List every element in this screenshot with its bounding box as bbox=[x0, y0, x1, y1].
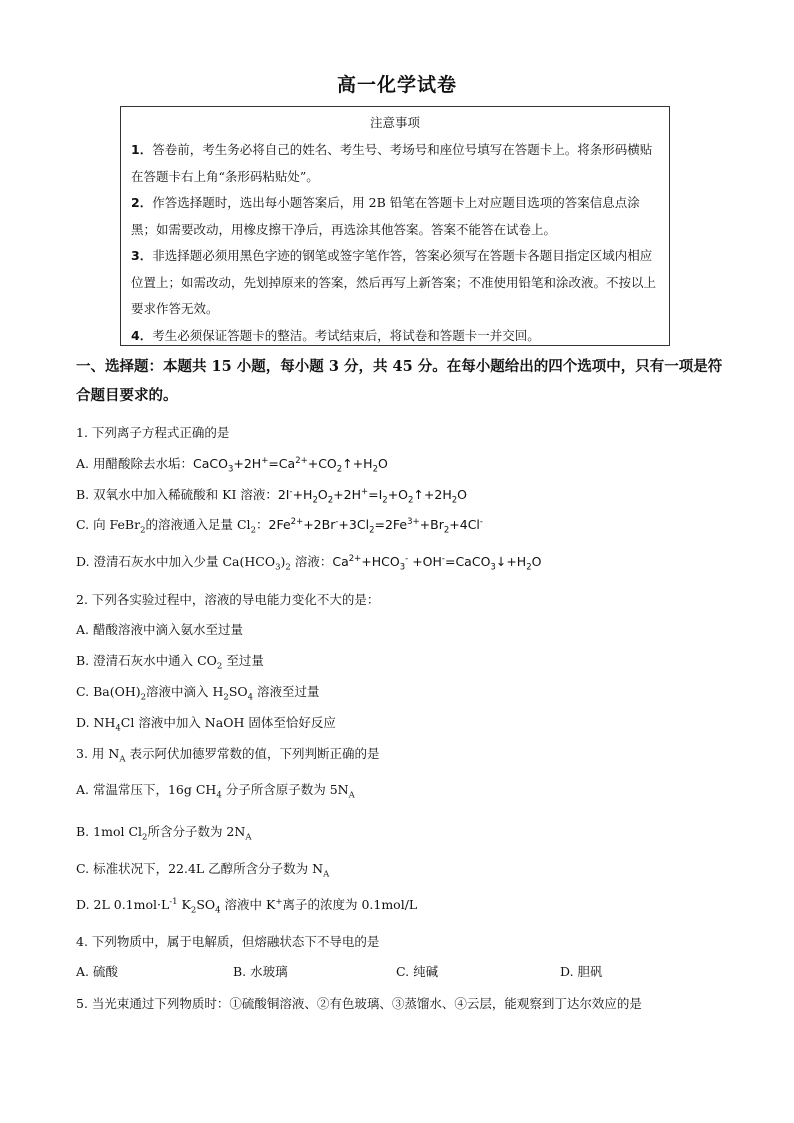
option-text: Cl 溶液中加入 NaOH 固体至恰好反应 bbox=[120, 715, 336, 730]
question-2-option-d: D. $NH_4Cl$ 溶液中加入 NaOH 固体至恰好反应 bbox=[76, 715, 336, 734]
question-4-option-a: A. 硫酸 bbox=[76, 964, 118, 979]
option-formula: $CaCO_3+2H^+=Ca^{2+}+CO_2↑+H_2O$ bbox=[192, 455, 388, 475]
question-2-option-a: A. 醋酸溶液中滴入氨水至过量 bbox=[76, 622, 243, 637]
notice-item-number: 1． bbox=[131, 142, 153, 157]
question-4-option-b: B. 水玻璃 bbox=[233, 964, 288, 979]
question-1-option-c: C. 向 FeBr$_2$的溶液通入足量 $Cl_2$：$2Fe^{2+}+2Br^-+3Cl_2=2Fe^{3+}+Br_2+4Cl^-$ bbox=[76, 516, 483, 536]
notice-item-2 bbox=[131, 190, 659, 243]
question-1-option-d: D. 澄清石灰水中加入少量 $Ca(HCO_3)_2$ 溶液：$Ca^{2+}+HCO_3^-$ $+OH^-=CaCO_3↓+H_2O$ bbox=[76, 553, 542, 573]
option-text: B. 澄清石灰水中通入 CO bbox=[76, 653, 217, 668]
option-formula: $2I^-+H_2O_2+2H^+=I_2+O_2↑+2H_2O$ bbox=[277, 486, 467, 506]
question-3-option-a: A. 常温常压下，16g $CH_4$ 分子所含原子数为 $5N_A$ bbox=[76, 782, 355, 801]
option-text: 离子的浓度为 0.1mol/L bbox=[282, 897, 418, 912]
question-5-stem: 5. 当光束通过下列物质时：①硫酸铜溶液、②有色玻璃、③蒸馏水、④云层，能观察到丁达尔效应的是 bbox=[76, 996, 642, 1011]
option-text: D. 澄清石灰水中加入少量 Ca(HCO bbox=[76, 554, 276, 569]
notice-item-text: 非选择题必须用黑色字迹的钢笔或签字笔作答，答案必须写在答题卡各题目指定区域内相应位置上；如需改动，先划掉原来的答案，然后再写上新答案；不准使用铅笔和涂改液。不按以上要求作答无效。 bbox=[131, 248, 657, 316]
notice-item-text: 考生必须保证答题卡的整洁。考试结束后，将试卷和答题卡一并交回。 bbox=[152, 327, 540, 343]
question-4-stem: 4. 下列物质中，属于电解质，但熔融状态下不导电的是 bbox=[76, 934, 380, 949]
question-4-option-d: D. 胆矾 bbox=[560, 964, 603, 979]
notice-item-text: 作答选择题时，选出每小题答案后，用 2B 铅笔在答题卡上对应题目选项的答案信息点涂黑；如需要改动，用橡皮擦干净后，再选涂其他答案。答案不能答在试卷上。 bbox=[131, 195, 640, 237]
question-3-stem: 3. 用 $N_A$ 表示阿伏加德罗常数的值，下列判断正确的是 bbox=[76, 746, 380, 765]
option-text: C. 向 FeBr bbox=[76, 517, 141, 532]
question-2-stem: 2. 下列各实验过程中，溶液的导电能力变化不大的是： bbox=[76, 592, 380, 607]
section-heading: 一、选择题：本题共 15 小题，每小题 3 分，共 45 分。在每小题给出的四个选项中，只有一项是符合题目要求的。 bbox=[76, 358, 723, 404]
option-text: 溶液中 K bbox=[224, 897, 276, 912]
option-formula: 1mol $Cl_2$ bbox=[93, 824, 148, 843]
option-formula: $2Fe^{2+}+2Br^-+3Cl_2=2Fe^{3+}+Br_2+4Cl^-$ bbox=[268, 516, 483, 536]
question-1-option-a bbox=[76, 454, 388, 475]
option-text: A. 常温常压下， bbox=[76, 782, 168, 797]
question-text: 3. 用 N bbox=[76, 746, 120, 761]
option-text: 溶液： bbox=[294, 554, 333, 569]
option-text: C. Ba(OH) bbox=[76, 684, 141, 699]
question-1-stem: 1. 下列离子方程式正确的是 bbox=[76, 425, 230, 440]
notice-heading: 注意事项 bbox=[369, 115, 420, 130]
question-text: 表示阿伏加德罗常数的值，下列判断正确的是 bbox=[129, 746, 380, 761]
question-1-option-b bbox=[76, 485, 467, 506]
question-4-option-c: C. 纯碱 bbox=[396, 964, 439, 979]
page-title: 高一化学试卷 bbox=[336, 74, 457, 96]
option-text: 至过量 bbox=[226, 653, 264, 668]
notice-item-number: 4． bbox=[131, 327, 153, 343]
notice-box bbox=[120, 106, 670, 346]
question-2-option-b: B. 澄清石灰水中通入 $CO_2$ 至过量 bbox=[76, 653, 264, 672]
option-formula: 2L $0.1mol\cdot L^{-1}$ $K_2SO_4$ bbox=[93, 896, 221, 916]
option-text: 所含分子数为 2N bbox=[147, 824, 246, 839]
notice-item-4 bbox=[131, 323, 659, 350]
option-text: A. 用醋酸除去水垢： bbox=[76, 456, 193, 471]
option-formula: 16g $CH_4$ bbox=[167, 782, 222, 801]
option-formula: $Ca^{2+}+HCO_3^-$ $+OH^-=CaCO_3↓+H_2O$ bbox=[332, 553, 542, 573]
option-text: D. NH bbox=[76, 715, 116, 730]
notice-item-number: 2． bbox=[131, 195, 153, 210]
question-3-option-d: D. 2L $0.1mol\cdot L^{-1}$ $K_2SO_4$ 溶液中 K+离子的浓度为 0.1mol/L bbox=[76, 896, 418, 916]
option-text: 溶液中滴入 H bbox=[146, 684, 224, 699]
question-3-option-b: B. 1mol $Cl_2$所含分子数为 $2N_A$ bbox=[76, 824, 252, 843]
option-text: C. 标准状况下，22.4L 乙醇所含分子数为 N bbox=[76, 861, 324, 876]
question-3-option-c: C. 标准状况下，22.4L 乙醇所含分子数为 $N_A$ bbox=[76, 861, 330, 880]
notice-item-text: 答卷前，考生务必将自己的姓名、考生号、考场号和座位号填写在答题卡上。将条形码横贴在答题卡右上角“条形码粘贴处”。 bbox=[131, 142, 653, 184]
option-text: 分子所含原子数为 5N bbox=[225, 782, 349, 797]
option-text: B. 双氧水中加入稀硫酸和 KI 溶液： bbox=[76, 487, 278, 502]
notice-item-number: 3． bbox=[131, 248, 153, 263]
option-text: 的溶液通入足量 Cl bbox=[145, 517, 251, 532]
question-2-option-c: C. $Ba(OH)_2$溶液中滴入 $H_2SO_4$ 溶液至过量 bbox=[76, 684, 320, 703]
notice-item-3 bbox=[131, 243, 659, 323]
notice-item-1 bbox=[131, 137, 659, 190]
option-text: 溶液至过量 bbox=[257, 684, 320, 699]
